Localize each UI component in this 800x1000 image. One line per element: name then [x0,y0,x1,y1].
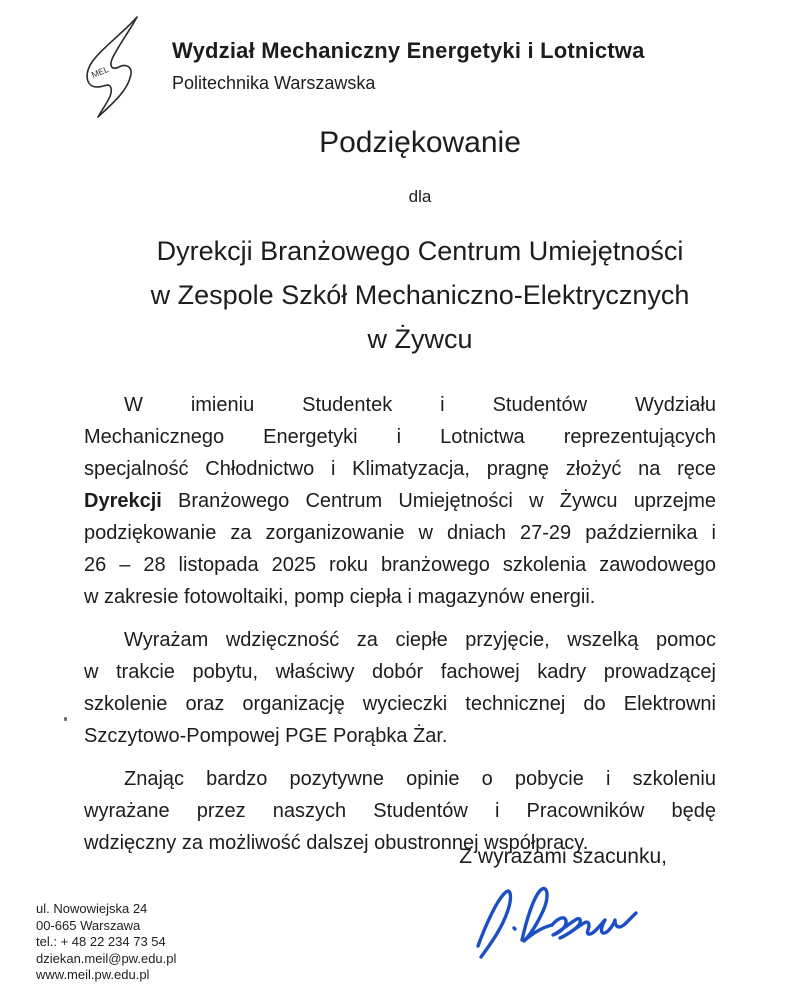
body-line: w trakcie pobytu, właściwy dobór fachowej kadry prowadzącej [84,661,716,683]
body-line: Wyrażam wdzięczność za ciepłe przyjęcie, wszelką pomoc [124,629,716,651]
footer-line: ul. Nowowiejska 24 [36,901,148,916]
body-line: W imieniu Studentek i Studentów Wydziału [124,394,716,416]
recipient-line: w Żywcu [367,324,473,354]
letter-title: Podziękowanie [319,126,521,159]
recipient-lines [40,229,800,361]
body-line: szkolenie oraz organizację wycieczki technicznej do Elektrowni [84,693,716,715]
body-line: 26 – 28 listopada 2025 roku branżowego szkolenia zawodowego [84,554,716,576]
body-line: w zakresie fotowoltaiki, pomp ciepła i magazynów energii. [84,586,596,608]
faculty-name: Wydział Mechaniczny Energetyki i Lotnictwa [172,38,645,63]
body-line: Dyrekcji Branżowego Centrum Umiejętności w Żywcu uprzejme [84,490,716,512]
recipient-line: Dyrekcji Branżowego Centrum Umiejętności [156,236,684,266]
scan-speck [64,717,67,721]
paragraph [84,624,716,752]
body-line: wdzięczny za możliwość dalszej obustronnej współpracy. [84,832,589,854]
body-line: specjalność Chłodnictwo i Klimatyzacja, pragnę złożyć na ręce [84,458,716,480]
recipient-line: w Zespole Szkół Mechaniczno-Elektrycznych [150,280,690,310]
body-line: Znając bardzo pozytywne opinie o pobycie i szkoleniu [124,768,716,790]
university-name: Politechnika Warszawska [172,73,376,93]
logo-mel-text: MEL [90,64,110,80]
body-line: wyrażane przez naszych Studentów i Pracowników będę [84,800,716,822]
footer-line: tel.: + 48 22 234 73 54 [36,934,166,949]
body-paragraphs [84,389,716,859]
body-line: Mechanicznego Energetyki i Lotnictwa reprezentujących [84,426,716,448]
footer-line: dziekan.meil@pw.edu.pl [36,950,177,966]
body-line: Szczytowo-Pompowej PGE Porąbka Żar. [84,725,448,747]
letterhead [172,38,645,94]
mel-faculty-logo-icon [82,12,152,122]
title-block [40,126,800,361]
footer-line: 00-665 Warszawa [36,917,141,933]
title-preposition: dla [408,187,432,206]
paragraph [84,389,716,613]
closing-salutation: Z wyrazami szacunku, [459,845,667,868]
handwritten-signature [462,878,652,968]
footer-contact-block [36,901,176,984]
body-line: podziękowanie za zorganizowanie w dniach 27-29 października i [84,522,716,544]
footer-line: www.meil.pw.edu.pl [36,967,150,982]
